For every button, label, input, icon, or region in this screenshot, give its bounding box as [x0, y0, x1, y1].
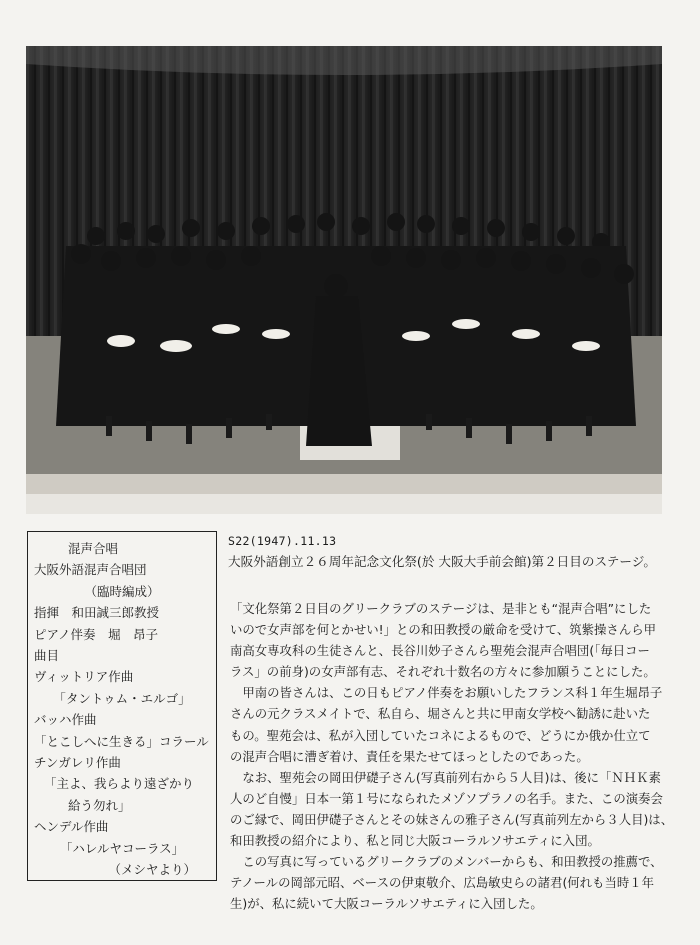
- body-line: テノールの岡部元昭、ベースの伊東敬介、広島敏史らの諸君(何れも当時１年: [230, 875, 655, 891]
- choir-photo-icon: [26, 46, 662, 514]
- program-line: 「主よ、我らより遠ざかり: [44, 776, 195, 792]
- program-line: 「とこしへに生きる」コラール: [34, 733, 209, 749]
- program-line: チンガレリ作曲: [34, 755, 121, 771]
- program-line: （メシヤより）: [108, 862, 196, 878]
- choir-photo: [26, 46, 662, 514]
- program-line: バッハ作曲: [34, 712, 97, 728]
- body-line: 「文化祭第２日目のグリークラブのステージは、是非とも“混声合唱”にした: [230, 601, 652, 616]
- body-text: [230, 598, 674, 914]
- body-line: のご縁で、岡田伊礎子さんとその妹さんの雅子さん(写真前列左から３人目)は、: [230, 811, 674, 827]
- program-line: 大阪外語混声合唱団: [34, 562, 147, 578]
- program-line: （臨時編成）: [84, 583, 160, 599]
- body-line: もの。聖苑会は、私が入団していたコネによるもので、どうにか俄か仕立て: [230, 727, 651, 743]
- date-line: S22(1947).11.13: [228, 534, 337, 548]
- body-line: なお、聖苑会の岡田伊礎子さん(写真前列右から５人目)は、後に「ＮＨＫ素: [230, 769, 661, 785]
- body-line: いので女声部を何とかせい!」との和田教授の厳命を受けて、筑紫操さんら甲: [230, 622, 656, 638]
- photo-caption: 大阪外語創立２６周年記念文化祭(於 大阪大手前会館)第２日目のステージ。: [228, 554, 656, 569]
- program-line: 「タントゥム・エルゴ」: [53, 690, 191, 706]
- program-line: 混声合唱: [68, 541, 119, 556]
- body-line: 人のど自慢」日本一第１号になられたメゾソプラノの名手。また、この演奏会: [230, 790, 663, 806]
- program-line: ヴィットリア作曲: [34, 669, 134, 685]
- program-line: ピアノ伴奏 堀 昂子: [34, 626, 159, 642]
- body-line: ラス」の前身)の女声部有志、それぞれ十数名の方々に参加願うことにした。: [230, 664, 656, 680]
- program-line: 「ハレルヤコーラス」: [59, 840, 185, 856]
- program-line: 指揮 和田誠三郎教授: [34, 605, 160, 621]
- body-line: 南高女専攻科の生徒さんと、長谷川妙子さんら聖苑会混声合唱団(「毎日コー: [230, 643, 650, 659]
- body-line: 和田教授の紹介により、私と同じ大阪コーラルソサエティに入団。: [230, 833, 600, 849]
- concert-program-box: [27, 531, 217, 881]
- program-line: 給う勿れ」: [68, 797, 131, 813]
- program-line: ヘンデル作曲: [34, 819, 109, 835]
- program-line: 曲目: [34, 648, 60, 664]
- body-line: さんの元クラスメイトで、私自ら、堀さんと共に甲南女学校へ勧誘に赴いた: [230, 706, 651, 722]
- body-line: この写真に写っているグリークラブのメンバーからも、和田教授の推薦で、: [230, 854, 663, 870]
- body-line: 甲南の皆さんは、この日もピアノ伴奏をお願いしたフランス科１年生堀昂子: [230, 685, 663, 701]
- body-line: の混声合唱に漕ぎ着け、責任を果たせてほっとしたのであった。: [230, 748, 589, 764]
- body-line: 生)が、私に続いて大阪コーラルソサエティに入団した。: [230, 896, 543, 912]
